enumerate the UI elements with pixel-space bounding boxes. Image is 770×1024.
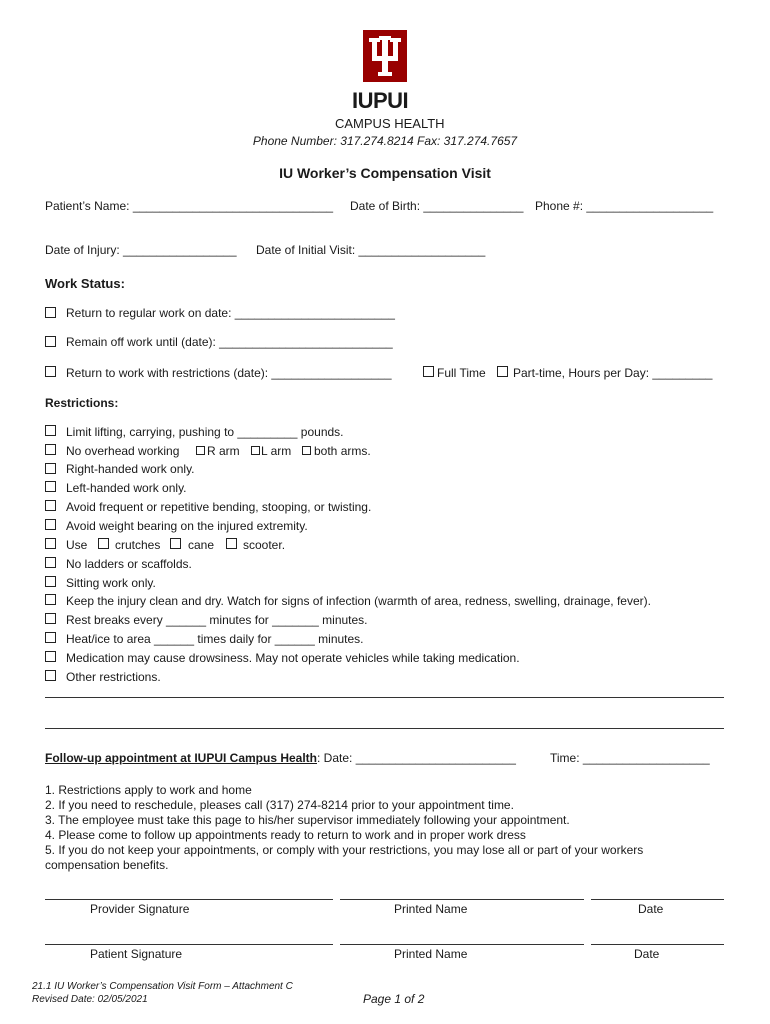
date-label: Date [634,947,660,961]
work-status-item: Return to regular work on date: ________________________ [66,306,395,320]
restriction-checkbox[interactable] [45,519,56,530]
trident-icon [363,30,407,82]
note-item: 2. If you need to reschedule, pleases call (317) 274-8214 prior to your appointment time. [45,798,514,812]
restriction-item: Other restrictions. [66,670,161,684]
note-item: 1. Restrictions apply to work and home [45,783,252,797]
patient-signature-label: Patient Signature [90,947,183,961]
crutches-label: crutches [115,538,161,552]
footer-form-id: 21.1 IU Worker’s Compensation Visit Form – Attachment C [32,981,293,992]
restriction-item: Use [66,538,88,552]
return-regular-checkbox[interactable] [45,307,56,318]
provider-signature-line[interactable] [45,899,333,900]
restriction-item: Limit lifting, carrying, pushing to _________ pounds. [66,425,344,439]
restriction-item: Right-handed work only. [66,462,195,476]
restriction-item: Avoid frequent or repetitive bending, stooping, or twisting. [66,500,372,514]
restriction-checkbox[interactable] [45,481,56,492]
restriction-item: No overhead working [66,444,180,458]
date-label: Date [638,902,664,916]
provider-date-line[interactable] [591,899,724,900]
restriction-item: Sitting work only. [66,576,156,590]
dob-field[interactable]: Date of Birth: _______________ [350,199,524,213]
restriction-item: Keep the injury clean and dry. Watch for signs of infection (warmth of area, redness, swelling, drainage, fever). [66,594,651,608]
part-time-label: Part-time, Hours per Day: _________ [513,366,713,380]
printed-name-label: Printed Name [394,902,468,916]
initial-visit-field[interactable]: Date of Initial Visit: ___________________ [256,243,486,257]
remain-off-checkbox[interactable] [45,336,56,347]
note-item: 4. Please come to follow up appointments ready to return to work and in proper work dress [45,828,526,842]
followup-line[interactable] [45,751,516,765]
restriction-item: Avoid weight bearing on the injured extremity. [66,519,308,533]
work-status-item: Remain off work until (date): __________________________ [66,335,393,349]
restrictions-return-checkbox[interactable] [45,366,56,377]
full-time-label: Full Time [437,366,486,380]
restriction-checkbox[interactable] [45,670,56,681]
followup-time[interactable]: Time: ___________________ [550,751,710,765]
full-time-checkbox[interactable] [423,366,434,377]
restriction-checkbox[interactable] [45,594,56,605]
injury-date-field[interactable]: Date of Injury: _________________ [45,243,237,257]
patient-signature-line[interactable] [45,944,333,945]
restriction-checkbox[interactable] [45,576,56,587]
l-arm-label: L arm [261,444,292,458]
restriction-checkbox[interactable] [45,444,56,455]
logo-subtitle: CAMPUS HEALTH [335,116,445,131]
footer-revised-date: Revised Date: 02/05/2021 [32,994,148,1005]
work-status-heading: Work Status: [45,276,125,291]
iu-trident-logo [363,30,407,82]
provider-signature-label: Provider Signature [90,902,190,916]
l-arm-checkbox[interactable] [251,446,260,455]
contact-line: Phone Number: 317.274.8214 Fax: 317.274.7657 [252,134,518,148]
followup-label: Follow-up appointment at IUPUI Campus Health [45,751,318,765]
restriction-checkbox[interactable] [45,500,56,511]
restriction-checkbox[interactable] [45,538,56,549]
note-item: 5. If you do not keep your appointments, or comply with your restrictions, you may lose all or part of your workers [45,843,644,857]
cane-checkbox[interactable] [170,538,181,549]
cane-label: cane [188,538,215,552]
restriction-item: Heat/ice to area ______ times daily for ______ minutes. [66,632,364,646]
restriction-checkbox[interactable] [45,651,56,662]
patient-name-field[interactable]: Patient’s Name: ______________________________ [45,199,334,213]
restriction-checkbox[interactable] [45,632,56,643]
restriction-checkbox[interactable] [45,557,56,568]
note-item: 3. The employee must take this page to his/her supervisor immediately following your appointment. [45,813,570,827]
both-arms-label: both arms. [314,444,371,458]
r-arm-label: R arm [207,444,240,458]
scooter-label: scooter. [243,538,286,552]
both-arms-checkbox[interactable] [302,446,311,455]
scooter-checkbox[interactable] [226,538,237,549]
restriction-item: Left-handed work only. [66,481,187,495]
other-restrictions-line[interactable] [45,728,724,729]
restrictions-heading: Restrictions: [45,396,119,410]
r-arm-checkbox[interactable] [196,446,205,455]
printed-name-label: Printed Name [394,947,468,961]
followup-date: : Date: ________________________ [317,751,516,765]
provider-printed-name-line[interactable] [340,899,584,900]
note-item: compensation benefits. [45,858,169,872]
other-restrictions-line[interactable] [45,697,724,698]
phone-field[interactable]: Phone #: ___________________ [535,199,714,213]
restriction-item: Medication may cause drowsiness. May not operate vehicles while taking medication. [66,651,520,665]
patient-date-line[interactable] [591,944,724,945]
page-number: Page 1 of 2 [363,992,425,1006]
work-status-item: Return to work with restrictions (date): __________________ [66,366,392,380]
restriction-checkbox[interactable] [45,613,56,624]
crutches-checkbox[interactable] [98,538,109,549]
restriction-item: No ladders or scaffolds. [66,557,192,571]
patient-printed-name-line[interactable] [340,944,584,945]
restriction-checkbox[interactable] [45,425,56,436]
part-time-checkbox[interactable] [497,366,508,377]
restriction-checkbox[interactable] [45,463,56,474]
logo-wordmark: IUPUI [352,88,409,113]
restriction-item: Rest breaks every ______ minutes for _______ minutes. [66,613,368,627]
form-title: IU Worker’s Compensation Visit [279,165,491,181]
